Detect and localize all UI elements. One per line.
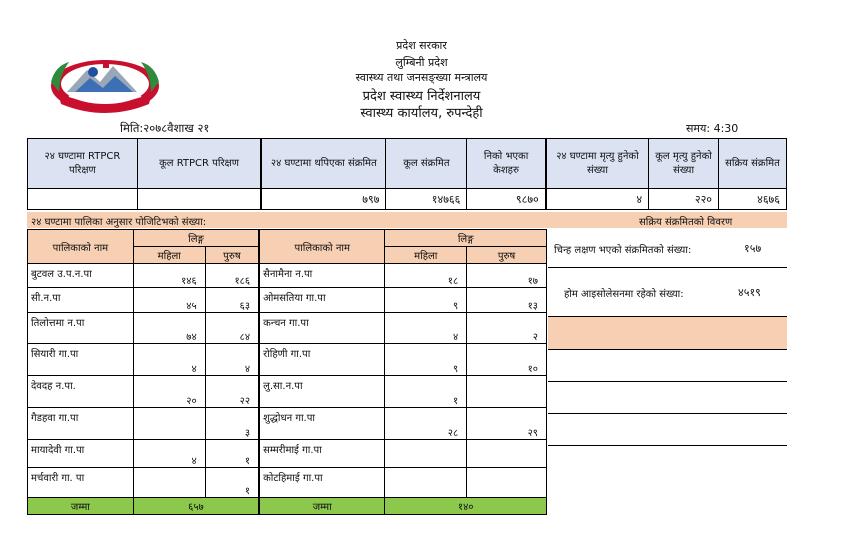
empty-row xyxy=(548,317,787,350)
female-count xyxy=(385,440,467,468)
table-row xyxy=(28,468,547,498)
summary-header: कूल RTPCR परिक्षण xyxy=(137,139,261,189)
female-count: ४ xyxy=(133,440,205,468)
male-count xyxy=(467,440,547,468)
column-header-female: महिला xyxy=(385,247,467,264)
male-count: २२ xyxy=(205,376,259,408)
column-header-name: पालिकाको नाम xyxy=(28,230,134,264)
male-count: १७ xyxy=(467,264,547,288)
male-count xyxy=(467,468,547,498)
home-isolation-label: होम आइसोलेसनमा रहेको संख्या: xyxy=(564,289,684,300)
female-count xyxy=(133,408,205,440)
male-count: २९ xyxy=(467,408,547,440)
symptomatic-label: चिन्ह लक्षण भएको संक्रमितको संख्या: xyxy=(554,245,692,256)
total-value-2: १४० xyxy=(385,498,547,515)
female-count xyxy=(385,468,467,498)
male-count: ४ xyxy=(205,344,259,376)
symptomatic-row xyxy=(548,229,787,268)
summary-value: १४७६६ xyxy=(386,189,467,210)
female-count: ४ xyxy=(385,313,467,344)
palika-name: कन्चन गा.पा xyxy=(259,313,385,344)
male-count: ८४ xyxy=(205,313,259,344)
table-row xyxy=(28,264,547,288)
male-count: १ xyxy=(205,468,259,498)
male-count: २ xyxy=(467,313,547,344)
summary-value: ७९७ xyxy=(261,189,386,210)
summary-header: कूल मृत्यु हुनेको संख्या xyxy=(649,139,719,189)
letterhead xyxy=(0,0,843,120)
total-row xyxy=(28,498,547,515)
summary-value: २२० xyxy=(649,189,719,210)
total-value-1: ६५७ xyxy=(133,498,259,515)
palika-header-row xyxy=(28,230,547,247)
female-count: २० xyxy=(133,376,205,408)
active-section-title: सक्रिय संक्रमितको विवरण xyxy=(639,217,733,228)
table-row xyxy=(28,313,547,344)
header-line-5: स्वास्थ्य कार्यालय, रुपन्देही xyxy=(360,106,483,121)
female-count: ४ xyxy=(133,344,205,376)
female-count: ४५ xyxy=(133,288,205,313)
header-line-2: लुम्बिनी प्रदेश xyxy=(395,56,448,69)
total-label: जम्मा xyxy=(259,498,385,515)
male-count: ३ xyxy=(205,408,259,440)
column-header-gender: लिङ्ग xyxy=(385,230,547,247)
palika-name: सियारी गा.पा xyxy=(28,344,134,376)
summary-header: २४ घण्टामा थपिएका संक्रमित xyxy=(261,139,386,189)
section-bar xyxy=(27,212,787,228)
female-count: १८ xyxy=(385,264,467,288)
table-row xyxy=(28,344,547,376)
female-count: १ xyxy=(385,376,467,408)
home-isolation-value: ४५१९ xyxy=(738,286,761,299)
palika-table xyxy=(27,229,547,515)
empty-row xyxy=(548,414,787,446)
table-row xyxy=(28,408,547,440)
palika-name: कोटहिमाई गा.पा xyxy=(259,468,385,498)
male-count: १८६ xyxy=(205,264,259,288)
summary-value: ४६७६ xyxy=(719,189,787,210)
male-count: १३ xyxy=(467,288,547,313)
summary-value-row xyxy=(28,189,787,210)
summary-header: सक्रिय संक्रमित xyxy=(719,139,787,189)
palika-name: तिलोत्तमा न.पा xyxy=(28,313,134,344)
header-line-1: प्रदेश सरकार xyxy=(396,39,447,52)
table-row xyxy=(28,440,547,468)
summary-header: २४ घण्टामा मृत्यु हुनेको संख्या xyxy=(546,139,649,189)
female-count: १४६ xyxy=(133,264,205,288)
summary-value xyxy=(28,189,138,210)
palika-name: देवदह न.पा. xyxy=(28,376,134,408)
summary-value: ९८७० xyxy=(467,189,546,210)
male-count: १० xyxy=(467,344,547,376)
palika-name: ओमसतिया गा.पा xyxy=(259,288,385,313)
female-count: ९ xyxy=(385,344,467,376)
empty-row xyxy=(548,382,787,414)
palika-name: मायादेवी गा.पा xyxy=(28,440,134,468)
summary-header: २४ घण्टामा RTPCR परिक्षण xyxy=(28,139,138,189)
female-count xyxy=(133,468,205,498)
report-date: मिति:२०७८वैशाख २१ xyxy=(120,121,210,135)
summary-value: ४ xyxy=(546,189,649,210)
header-line-3: स्वास्थ्य तथा जनसङ्ख्या मन्त्रालय xyxy=(355,71,488,84)
female-count: ७४ xyxy=(133,313,205,344)
table-row xyxy=(28,376,547,408)
palika-section-title: २४ घण्टामा पालिका अनुसार पोजिटिभको संख्या: xyxy=(31,217,207,228)
header-line-4: प्रदेश स्वास्थ्य निर्देशनालय xyxy=(362,89,481,104)
palika-name: सैनामैना न.पा xyxy=(259,264,385,288)
male-count: १ xyxy=(205,440,259,468)
column-header-female: महिला xyxy=(133,247,205,264)
female-count: ९ xyxy=(385,288,467,313)
report-time: समय: 4:30 xyxy=(686,122,739,135)
palika-name: रोहिणी गा.पा xyxy=(259,344,385,376)
column-header-gender: लिङ्ग xyxy=(133,230,259,247)
male-count xyxy=(467,376,547,408)
table-row xyxy=(28,288,547,313)
female-count: २८ xyxy=(385,408,467,440)
column-header-male: पुरुष xyxy=(467,247,547,264)
summary-header-row xyxy=(28,139,787,189)
summary-value xyxy=(137,189,261,210)
home-isolation-row xyxy=(548,268,787,317)
palika-name: सम्मरीमाई गा.पा xyxy=(259,440,385,468)
palika-name: बुटवल उ.प.न.पा xyxy=(28,264,134,288)
total-label: जम्मा xyxy=(28,498,134,515)
palika-name: मर्चवारी गा. पा xyxy=(28,468,134,498)
empty-row xyxy=(548,350,787,382)
male-count: ६३ xyxy=(205,288,259,313)
summary-table xyxy=(27,138,787,210)
column-header-male: पुरुष xyxy=(205,247,259,264)
palika-name: लु.सा.न.पा xyxy=(259,376,385,408)
palika-name: सी.न.पा xyxy=(28,288,134,313)
summary-header: निको भएका केशहरु xyxy=(467,139,546,189)
symptomatic-value: १५७ xyxy=(744,242,762,255)
column-header-name: पालिकाको नाम xyxy=(259,230,385,264)
summary-header: कूल संक्रमित xyxy=(386,139,467,189)
palika-name: शुद्धोधन गा.पा xyxy=(259,408,385,440)
palika-name: गैडहवा गा.पा xyxy=(28,408,134,440)
